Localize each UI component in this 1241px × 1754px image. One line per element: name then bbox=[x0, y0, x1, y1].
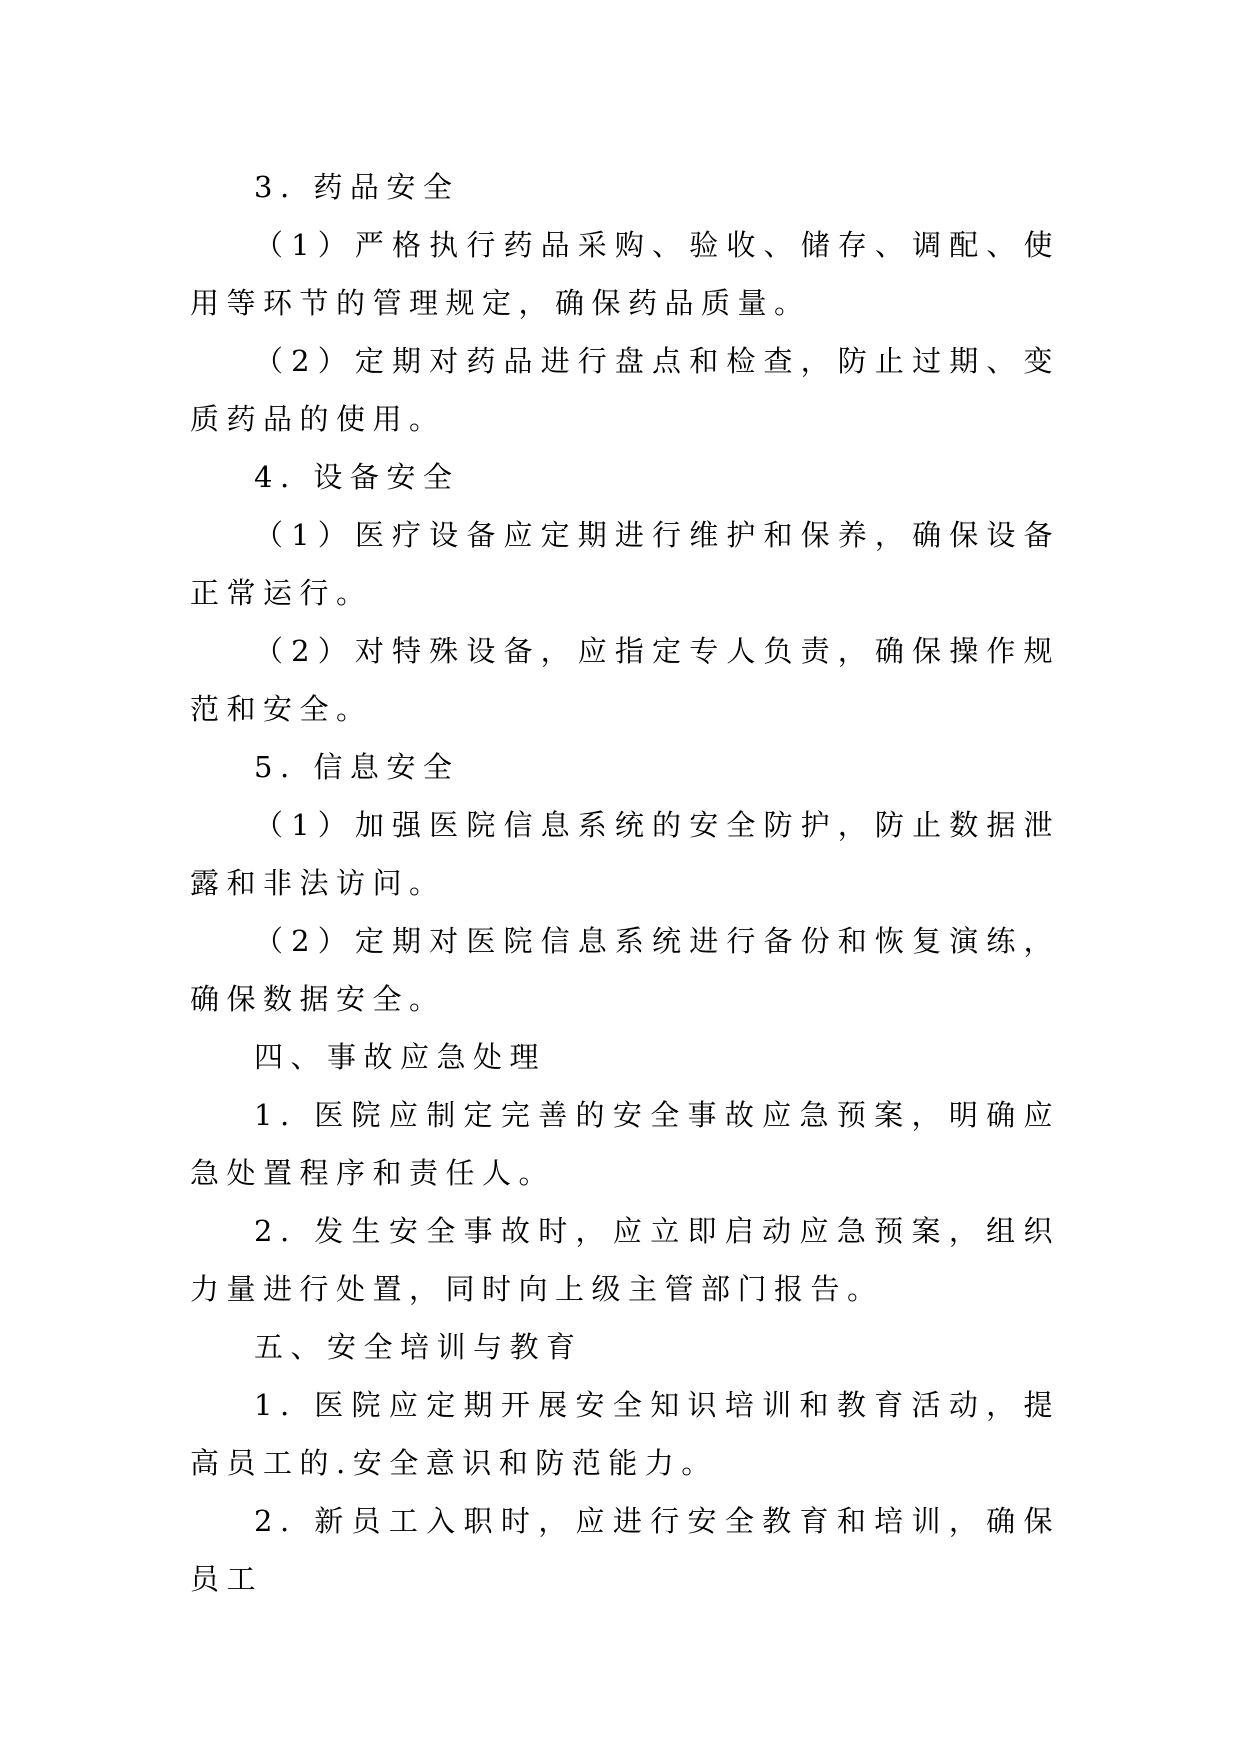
paragraph: （1）加强医院信息系统的安全防护，防止数据泄露和非法访问。 bbox=[190, 808, 1060, 900]
paragraph: 2. 发生安全事故时，应立即启动应急预案，组织力量进行处置，同时向上级主管部门报告。 bbox=[190, 1214, 1060, 1306]
paragraph: 2. 新员工入职时，应进行安全教育和培训，确保员工 bbox=[190, 1504, 1060, 1596]
document-body bbox=[190, 158, 1060, 1608]
paragraph: （2）对特殊设备，应指定专人负责，确保操作规范和安全。 bbox=[190, 634, 1060, 726]
section-heading-drug-safety: 3. 药品安全 bbox=[254, 170, 460, 204]
section-heading-information-safety: 5. 信息安全 bbox=[254, 750, 460, 784]
paragraph: （1）医疗设备应定期进行维护和保养，确保设备正常运行。 bbox=[190, 518, 1060, 610]
paragraph: （2）定期对药品进行盘点和检查，防止过期、变质药品的使用。 bbox=[190, 344, 1060, 436]
paragraph: （1）严格执行药品采购、验收、储存、调配、使用等环节的管理规定，确保药品质量。 bbox=[190, 228, 1060, 320]
paragraph: （2）定期对医院信息系统进行备份和恢复演练，确保数据安全。 bbox=[190, 924, 1060, 1016]
section-heading-safety-training: 五、安全培训与教育 bbox=[254, 1330, 583, 1364]
paragraph: 1. 医院应定期开展安全知识培训和教育活动，提高员工的.安全意识和防范能力。 bbox=[190, 1388, 1060, 1480]
section-heading-equipment-safety: 4. 设备安全 bbox=[254, 460, 460, 494]
paragraph: 1. 医院应制定完善的安全事故应急预案，明确应急处置程序和责任人。 bbox=[190, 1098, 1060, 1190]
section-heading-emergency-handling: 四、事故应急处理 bbox=[254, 1040, 547, 1074]
